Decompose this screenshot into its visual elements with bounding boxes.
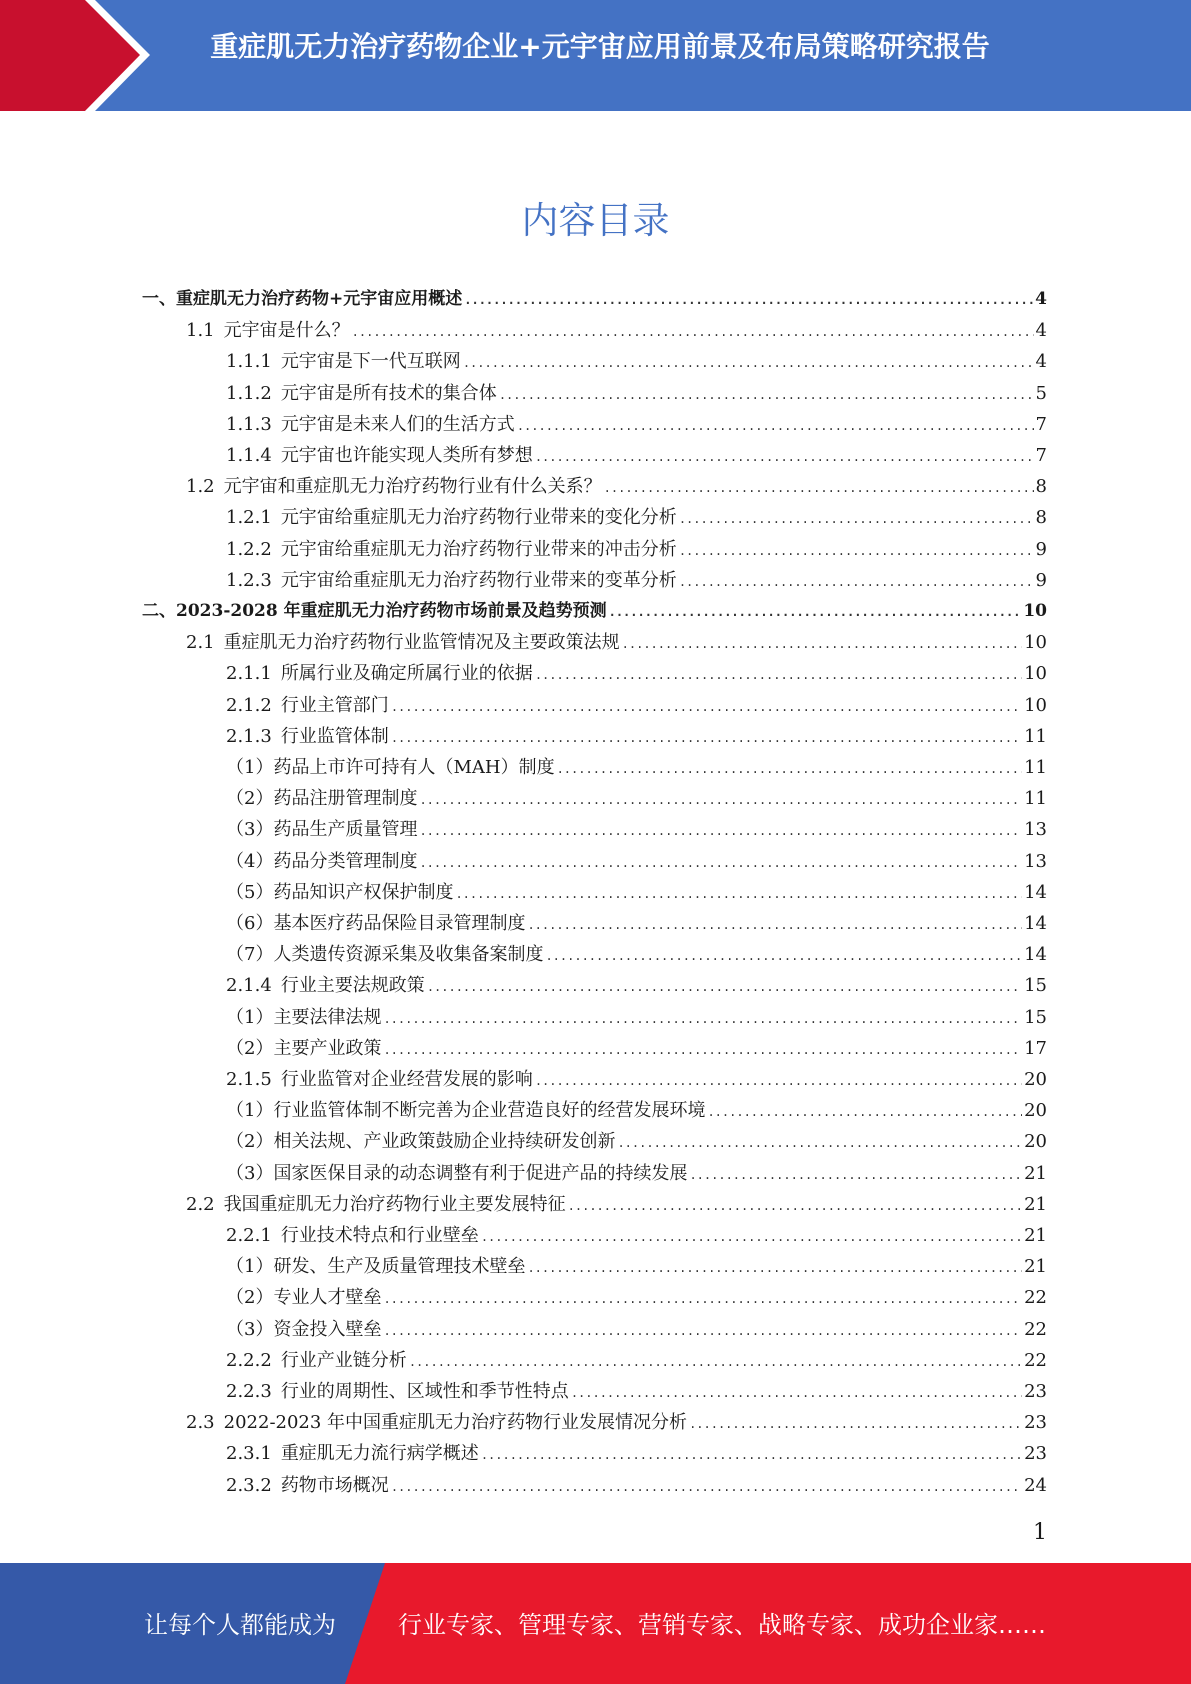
toc-entry-title: 行业产业链分析 bbox=[280, 1349, 407, 1371]
toc-entry[interactable] bbox=[226, 970, 1047, 1001]
toc-entry-page: 4 bbox=[1035, 351, 1047, 373]
toc-entry-page: 11 bbox=[1024, 725, 1047, 747]
toc-leader-dots bbox=[383, 1035, 1022, 1066]
toc-entry[interactable] bbox=[186, 1407, 1047, 1438]
report-title: 重症肌无力治疗药物企业+元宇宙应用前景及布局策略研究报告 bbox=[210, 30, 990, 63]
toc-entry-number: 1.2.2 bbox=[226, 538, 272, 560]
toc-entry[interactable] bbox=[226, 1282, 1047, 1313]
toc-entry[interactable] bbox=[226, 1002, 1047, 1033]
toc-leader-dots bbox=[679, 504, 1034, 535]
toc-entry-title: 元宇宙给重症肌无力治疗药物行业带来的冲击分析 bbox=[280, 538, 677, 560]
toc-entry-page: 10 bbox=[1024, 632, 1047, 654]
toc-entry-number: 2.2.1 bbox=[226, 1225, 272, 1246]
footer-slogan-left: 让每个人都能成为 bbox=[144, 1611, 336, 1639]
toc-leader-dots bbox=[383, 1316, 1022, 1347]
toc-entry-page: 8 bbox=[1035, 507, 1047, 529]
toc-leader-dots bbox=[409, 1347, 1022, 1378]
toc-entry-title: （1）药品上市许可持有人（MAH）制度 bbox=[226, 757, 555, 778]
toc-entry-page: 14 bbox=[1024, 913, 1047, 934]
toc-entry-page: 11 bbox=[1024, 757, 1047, 778]
toc-entry[interactable] bbox=[226, 565, 1047, 596]
toc-entry-title: 元宇宙给重症肌无力治疗药物行业带来的变革分析 bbox=[280, 569, 677, 591]
page-footer bbox=[0, 1563, 1191, 1684]
toc-entry[interactable] bbox=[186, 471, 1047, 502]
toc-entry[interactable] bbox=[186, 315, 1047, 346]
toc-entry-page: 22 bbox=[1024, 1349, 1047, 1371]
toc-entry-number: 2.3 bbox=[186, 1412, 215, 1434]
toc-leader-dots bbox=[455, 879, 1022, 910]
toc-entry-page: 7 bbox=[1035, 445, 1047, 466]
toc-entry-page: 9 bbox=[1035, 538, 1047, 560]
toc-leader-dots bbox=[383, 1004, 1022, 1035]
toc-entry-title: 元宇宙是什么？ bbox=[223, 320, 350, 342]
toc-entry-number: 1.2 bbox=[186, 476, 215, 498]
toc-entry[interactable] bbox=[226, 1064, 1047, 1095]
toc-entry[interactable] bbox=[226, 658, 1047, 689]
toc-entry-number: 1.1.2 bbox=[226, 382, 272, 404]
toc-entry-title: 药物市场概况 bbox=[280, 1474, 389, 1496]
toc-entry-title: 元宇宙和重症肌无力治疗药物行业有什么关系？ bbox=[223, 476, 602, 498]
toc-entry-title: （2）药品注册管理制度 bbox=[226, 788, 418, 810]
toc-entry-page: 21 bbox=[1024, 1225, 1047, 1246]
toc-entry-page: 14 bbox=[1024, 881, 1047, 903]
toc-entry-page: 4 bbox=[1035, 320, 1047, 342]
toc-leader-dots bbox=[499, 380, 1034, 411]
toc-leader-dots bbox=[609, 597, 1022, 628]
toc-entry[interactable] bbox=[226, 440, 1047, 471]
toc-entry[interactable] bbox=[226, 690, 1047, 721]
toc-entry-title: 元宇宙是未来人们的生活方式 bbox=[280, 413, 515, 435]
toc-entry-title: 我国重症肌无力治疗药物行业主要发展特征 bbox=[223, 1193, 566, 1215]
toc-entry-page: 7 bbox=[1035, 413, 1047, 435]
toc-leader-dots bbox=[622, 629, 1022, 660]
toc-entry-page: 15 bbox=[1024, 1006, 1047, 1028]
toc-entry-title: 行业监管体制 bbox=[280, 725, 389, 747]
toc-entry-page: 20 bbox=[1024, 1069, 1047, 1090]
toc-entry-number: 1.1 bbox=[186, 320, 215, 342]
toc-entry-title: （3）资金投入壁垒 bbox=[226, 1318, 382, 1340]
toc-entry[interactable] bbox=[226, 1158, 1047, 1189]
toc-entry-page: 9 bbox=[1035, 569, 1047, 591]
toc-entry-page: 22 bbox=[1024, 1318, 1047, 1340]
toc-leader-dots bbox=[707, 1097, 1022, 1128]
toc-entry[interactable] bbox=[226, 877, 1047, 908]
toc-entry[interactable] bbox=[226, 783, 1047, 814]
toc-entry[interactable] bbox=[226, 1376, 1047, 1407]
toc-entry-number: 2.2 bbox=[186, 1193, 215, 1215]
toc-entry[interactable] bbox=[142, 596, 1047, 627]
toc-entry[interactable] bbox=[226, 1314, 1047, 1345]
toc-entry[interactable] bbox=[226, 908, 1047, 939]
toc-entry-title: 元宇宙给重症肌无力治疗药物行业带来的变化分析 bbox=[280, 507, 677, 529]
toc-entry-title: （5）药品知识产权保护制度 bbox=[226, 881, 454, 903]
toc-entry-page: 10 bbox=[1024, 694, 1047, 716]
toc-entry-title: 行业的周期性、区域性和季节性特点 bbox=[280, 1381, 569, 1402]
toc-leader-dots bbox=[481, 1440, 1022, 1471]
toc-entry-title: （2）专业人才壁垒 bbox=[226, 1287, 382, 1309]
toc-entry-title: 行业技术特点和行业壁垒 bbox=[280, 1225, 479, 1246]
toc-entry-page: 23 bbox=[1024, 1381, 1047, 1402]
toc-entry[interactable] bbox=[226, 409, 1047, 440]
toc-entry-number: 2.3.2 bbox=[226, 1474, 272, 1496]
toc-leader-dots bbox=[689, 1160, 1022, 1191]
page-header bbox=[0, 0, 1191, 111]
toc-entry-number: 2.2.2 bbox=[226, 1349, 272, 1371]
toc-leader-dots bbox=[391, 723, 1022, 754]
toc-entry-page: 20 bbox=[1024, 1131, 1047, 1153]
toc-entry-title: （3）国家医保目录的动态调整有利于促进产品的持续发展 bbox=[226, 1162, 688, 1184]
toc-leader-dots bbox=[535, 442, 1034, 473]
toc-entry-page: 13 bbox=[1024, 850, 1047, 872]
toc-entry-page: 11 bbox=[1024, 788, 1047, 810]
toc-entry-page: 10 bbox=[1024, 663, 1047, 685]
toc-entry-number: 1.1.1 bbox=[226, 351, 272, 373]
toc-entry-number: 1.1.3 bbox=[226, 413, 272, 435]
toc-entry-page: 23 bbox=[1024, 1412, 1047, 1434]
toc-entry-page: 20 bbox=[1024, 1100, 1047, 1122]
toc-leader-dots bbox=[689, 1409, 1022, 1440]
toc-entry[interactable] bbox=[226, 1220, 1047, 1251]
toc-entry-title: 重症肌无力治疗药物+元宇宙应用概述 bbox=[176, 289, 463, 309]
toc-entry-title: 行业主管部门 bbox=[280, 694, 389, 716]
toc-leader-dots bbox=[557, 754, 1023, 785]
toc-leader-dots bbox=[679, 567, 1034, 598]
toc-entry-title: （1）行业监管体制不断完善为企业营造良好的经营发展环境 bbox=[226, 1100, 706, 1122]
toc-entry-page: 4 bbox=[1035, 289, 1047, 309]
toc-entry-page: 14 bbox=[1024, 944, 1047, 966]
toc-entry[interactable] bbox=[226, 1438, 1047, 1469]
toc-leader-dots bbox=[527, 1253, 1022, 1284]
toc-entry-title: 元宇宙是下一代互联网 bbox=[280, 351, 461, 373]
toc-entry[interactable] bbox=[226, 721, 1047, 752]
toc-heading: 内容目录 bbox=[521, 199, 670, 242]
toc-leader-dots bbox=[679, 536, 1034, 567]
toc-leader-dots bbox=[419, 785, 1022, 816]
toc-entry-number: 2.1 bbox=[186, 632, 215, 654]
toc-leader-dots bbox=[535, 1066, 1022, 1097]
toc-entry[interactable] bbox=[226, 502, 1047, 533]
toc-entry-number: 2.1.5 bbox=[226, 1069, 272, 1090]
toc-entry-page: 10 bbox=[1023, 601, 1047, 621]
toc-entry-title: 2022-2023 年中国重症肌无力治疗药物行业发展情况分析 bbox=[223, 1412, 688, 1434]
toc-leader-dots bbox=[517, 411, 1034, 442]
toc-entry[interactable] bbox=[226, 846, 1047, 877]
toc-entry-title: （4）药品分类管理制度 bbox=[226, 850, 418, 872]
toc-leader-dots bbox=[419, 816, 1022, 847]
toc-leader-dots bbox=[427, 972, 1022, 1003]
toc-entry-title: 所属行业及确定所属行业的依据 bbox=[280, 663, 533, 685]
toc-leader-dots bbox=[464, 285, 1033, 316]
toc-entry[interactable] bbox=[226, 939, 1047, 970]
toc-entry-page: 22 bbox=[1024, 1287, 1047, 1309]
toc-entry-page: 23 bbox=[1024, 1443, 1047, 1465]
toc-entry-title: 重症肌无力流行病学概述 bbox=[280, 1443, 479, 1465]
toc-entry-title: 行业主要法规政策 bbox=[280, 975, 425, 997]
toc-entry[interactable] bbox=[226, 534, 1047, 565]
toc-entry[interactable] bbox=[226, 1470, 1047, 1501]
toc-leader-dots bbox=[391, 1472, 1022, 1503]
toc-entry-title: 行业监管对企业经营发展的影响 bbox=[280, 1069, 533, 1090]
toc-leader-dots bbox=[481, 1222, 1022, 1253]
toc-entry-page: 21 bbox=[1024, 1256, 1047, 1278]
toc-entry-title: 2023-2028 年重症肌无力治疗药物市场前景及趋势预测 bbox=[176, 601, 607, 621]
toc-leader-dots bbox=[568, 1191, 1022, 1222]
toc-entry[interactable] bbox=[226, 1345, 1047, 1376]
toc-entry-title: （3）药品生产质量管理 bbox=[226, 819, 418, 841]
toc-entry-number: 2.2.3 bbox=[226, 1381, 272, 1402]
toc-leader-dots bbox=[545, 941, 1022, 972]
toc-leader-dots bbox=[391, 692, 1022, 723]
toc-entry-number: 2.1.2 bbox=[226, 694, 272, 716]
toc-entry[interactable] bbox=[226, 752, 1047, 783]
toc-entry-number: 2.1.4 bbox=[226, 975, 272, 997]
toc-entry[interactable] bbox=[226, 1126, 1047, 1157]
toc-entry[interactable] bbox=[226, 346, 1047, 377]
toc-entry-page: 24 bbox=[1024, 1474, 1047, 1496]
toc-entry-title: （7）人类遗传资源采集及收集备案制度 bbox=[226, 944, 544, 966]
toc-entry-number: 1.2.3 bbox=[226, 569, 272, 591]
toc-entry-title: （2）相关法规、产业政策鼓励企业持续研发创新 bbox=[226, 1131, 616, 1153]
toc-entry-title: （2）主要产业政策 bbox=[226, 1037, 382, 1059]
toc-entry-page: 15 bbox=[1024, 975, 1047, 997]
toc-entry-title: （6）基本医疗药品保险目录管理制度 bbox=[226, 913, 526, 934]
toc-leader-dots bbox=[535, 660, 1022, 691]
toc-entry[interactable] bbox=[226, 1033, 1047, 1064]
toc-leader-dots bbox=[527, 910, 1022, 941]
toc-entry-page: 17 bbox=[1024, 1037, 1047, 1059]
toc-entry[interactable] bbox=[226, 1251, 1047, 1282]
toc-entry-page: 21 bbox=[1024, 1162, 1047, 1184]
toc-leader-dots bbox=[571, 1378, 1022, 1409]
toc-entry[interactable] bbox=[186, 627, 1047, 658]
toc-entry[interactable] bbox=[226, 1095, 1047, 1126]
toc-entry-page: 21 bbox=[1024, 1193, 1047, 1215]
toc-entry-page: 8 bbox=[1035, 476, 1047, 498]
toc-entry-number: 1.2.1 bbox=[226, 507, 272, 529]
toc-entry-number: 2.1.3 bbox=[226, 725, 272, 747]
toc-entry-page: 13 bbox=[1024, 819, 1047, 841]
toc-entry-title: （1）主要法律法规 bbox=[226, 1006, 382, 1028]
toc-leader-dots bbox=[419, 848, 1022, 879]
toc-entry[interactable] bbox=[142, 284, 1047, 315]
toc-entry-title: 元宇宙也许能实现人类所有梦想 bbox=[280, 445, 533, 466]
toc-entry-title: 元宇宙是所有技术的集合体 bbox=[280, 382, 497, 404]
toc-entry-title: 重症肌无力治疗药物行业监管情况及主要政策法规 bbox=[223, 632, 620, 654]
toc-entry-number: 二、 bbox=[142, 601, 176, 621]
toc-leader-dots bbox=[352, 317, 1034, 348]
toc-entry[interactable] bbox=[226, 814, 1047, 845]
toc-entry[interactable] bbox=[186, 1189, 1047, 1220]
toc-leader-dots bbox=[604, 473, 1034, 504]
page-number: 1 bbox=[1033, 1520, 1047, 1545]
toc-leader-dots bbox=[617, 1128, 1022, 1159]
toc-entry-number: 2.3.1 bbox=[226, 1443, 272, 1465]
toc-entry-number: 2.1.1 bbox=[226, 663, 272, 685]
toc-leader-dots bbox=[463, 348, 1034, 379]
toc-entry-number: 一、 bbox=[142, 289, 176, 309]
toc-entry[interactable] bbox=[226, 378, 1047, 409]
footer-slogan-right: 行业专家、管理专家、营销专家、战略专家、成功企业家…… bbox=[398, 1611, 1046, 1639]
toc-leader-dots bbox=[383, 1284, 1022, 1315]
toc-entry-page: 5 bbox=[1035, 382, 1047, 404]
toc-entry-title: （1）研发、生产及质量管理技术壁垒 bbox=[226, 1256, 526, 1278]
toc-entry-number: 1.1.4 bbox=[226, 445, 272, 466]
